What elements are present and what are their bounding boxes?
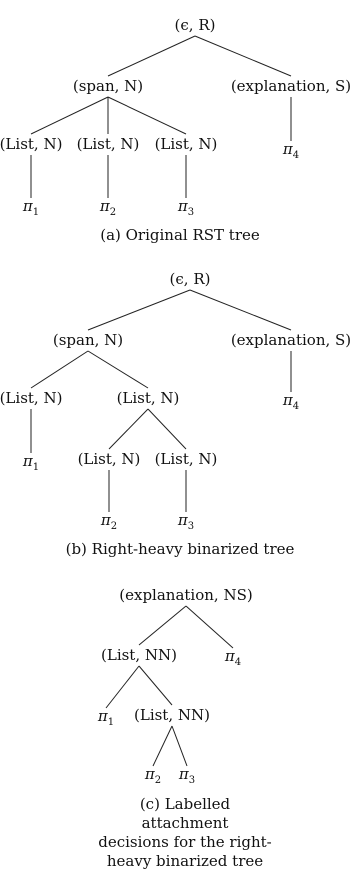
tree-edge xyxy=(108,36,195,76)
tree-edge xyxy=(108,97,186,134)
leaf-node-a-pi4: $\pi_4$ xyxy=(282,140,300,161)
tree-edge xyxy=(148,409,186,449)
leaf-node-b-pi3: $\pi_3$ xyxy=(177,511,195,532)
leaf-node-b-pi1: $\pi_1$ xyxy=(22,452,40,473)
leaf-node-a-pi3: $\pi_3$ xyxy=(177,197,195,218)
tree-node-b-listmid: (List, N) xyxy=(116,389,180,407)
tree-nodes xyxy=(0,16,351,786)
tree-edge xyxy=(109,409,148,449)
tree-node-c-list2: (List, NN) xyxy=(134,706,210,724)
tree-node-c-root: (explanation, NS) xyxy=(119,586,253,604)
tree-node-a-expl: (explanation, S) xyxy=(230,77,352,95)
leaf-node-c-pi4: $\pi_4$ xyxy=(224,647,242,668)
tree-node-b-expl: (explanation, S) xyxy=(230,331,352,349)
tree-node-b-span: (span, N) xyxy=(52,331,124,349)
leaf-node-c-pi1: $\pi_1$ xyxy=(97,707,115,728)
tree-edge xyxy=(31,97,108,134)
tree-edge xyxy=(139,666,172,705)
tree-edge xyxy=(153,726,172,766)
leaf-node-a-pi2: $\pi_2$ xyxy=(99,197,117,218)
leaf-node-b-pi2: $\pi_2$ xyxy=(100,511,118,532)
tree-node-a-root: (ϵ, R) xyxy=(174,16,216,34)
tree-edge xyxy=(106,666,139,708)
tree-edge xyxy=(139,606,186,645)
caption-line: (c) Labelled attachment xyxy=(139,795,231,832)
tree-node-a-list1: (List, N) xyxy=(0,135,63,153)
tree-edge xyxy=(88,290,190,330)
tree-node-b-list1: (List, N) xyxy=(0,389,63,407)
leaf-node-c-pi3: $\pi_3$ xyxy=(178,765,196,786)
tree-edge xyxy=(172,726,187,766)
tree-node-a-list2: (List, N) xyxy=(76,135,140,153)
tree-edge xyxy=(88,351,148,388)
leaf-node-c-pi2: $\pi_2$ xyxy=(144,765,162,786)
tree-node-b-list3: (List, N) xyxy=(154,450,218,468)
tree-node-b-list2: (List, N) xyxy=(77,450,141,468)
caption-original-rst-tree: (a) Original RST tree xyxy=(100,226,260,244)
leaf-node-a-pi1: $\pi_1$ xyxy=(22,197,40,218)
tree-node-b-root: (ϵ, R) xyxy=(169,270,211,288)
caption-line: decisions for the right- xyxy=(98,833,272,851)
tree-node-c-list1: (List, NN) xyxy=(101,646,177,664)
tree-node-a-span: (span, N) xyxy=(72,77,144,95)
tree-edge xyxy=(31,351,88,388)
tree-edge xyxy=(195,36,291,76)
tree-edge xyxy=(190,290,291,330)
leaf-node-b-pi4: $\pi_4$ xyxy=(282,391,300,412)
caption-line: heavy binarized tree xyxy=(106,852,264,870)
tree-edge xyxy=(186,606,233,648)
tree-node-a-list3: (List, N) xyxy=(154,135,218,153)
caption-right-heavy-binarized-tree: (b) Right-heavy binarized tree xyxy=(65,540,295,558)
